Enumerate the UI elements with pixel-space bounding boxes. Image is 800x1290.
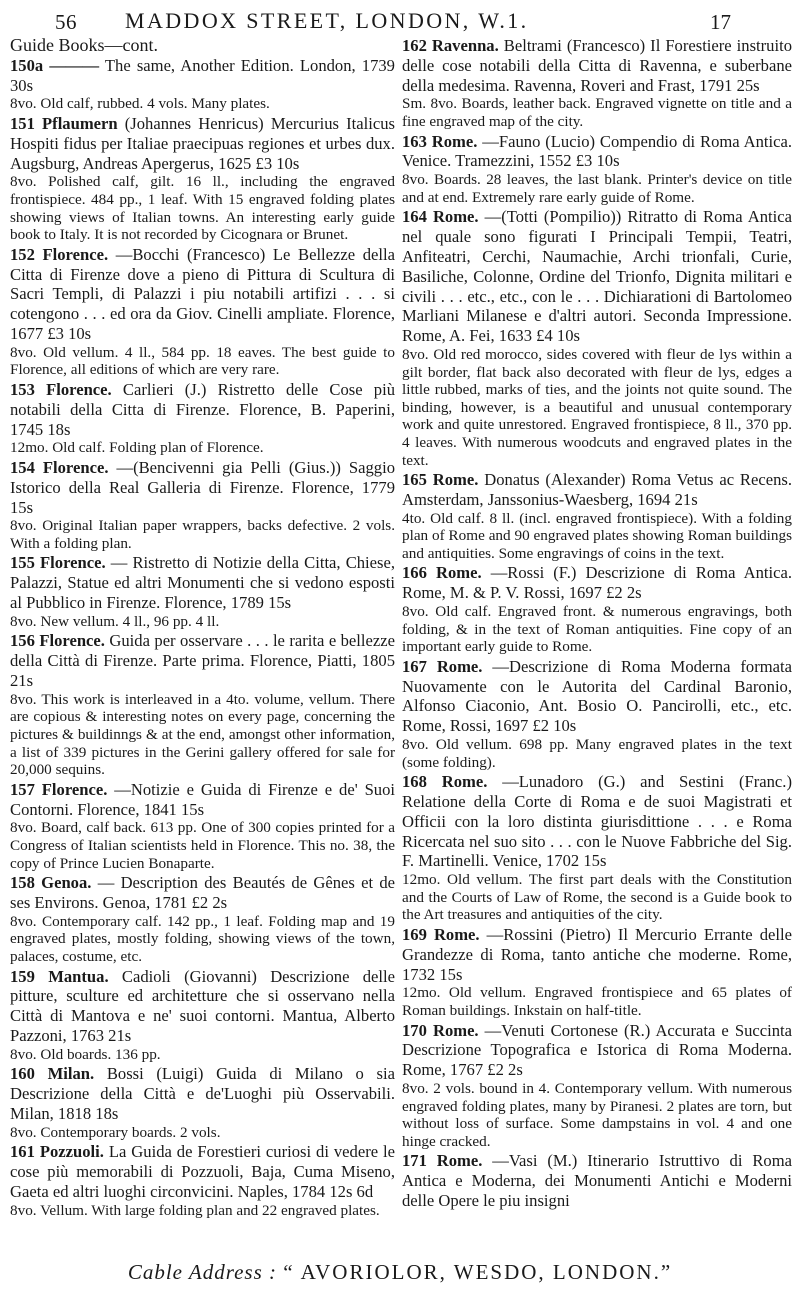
cable-address-label: Cable Address :	[127, 1260, 278, 1284]
entry-number: 158	[10, 873, 35, 893]
entry-description: 8vo. Old vellum. 698 pp. Many engraved plates in the text (some folding).	[402, 736, 792, 771]
entry-price: 18s	[95, 1103, 119, 1123]
entry-price: 15s	[10, 497, 34, 517]
entry-title: Beltrami (Francesco) Il Forestiere instruito delle cose notabili della Citta di Ravenna, e suberbane della medesima. Ravenna, Roveri and Frast, 1791	[402, 36, 792, 95]
entry-description: 12mo. Old vellum. The first part deals with the Constitution and the Courts of Law of Rome, the second is a Guide book to the Art treasures and antiquities of the city.	[402, 871, 792, 924]
entry-price: 21s	[674, 489, 698, 509]
entry-keyword: Rome.	[436, 1151, 483, 1171]
entry-description: 8vo. Boards. 28 leaves, the last blank. Printer's device on title and at end. Extremely rare early guide of Rome.	[402, 171, 792, 206]
catalogue-entry	[402, 207, 792, 469]
entry-title: —(Totti (Pompilio)) Ritratto di Roma Antica nel quale sono figurati I Principali Tempii, Teatri, Anfiteatri, Cerchi, Naumachie, Archi trionfali, Curie, Basiliche, Colonne, Ordine del Trionfo, Dignita militari e civili . . . etc., etc., con le . . . Dichiarationi di Bartolomeo Marliani Milanese e d'altri autori. Seconda Impressione. Rome, A. Fei, 1633	[402, 207, 792, 346]
catalogue-entry	[10, 873, 395, 965]
entry-description: 8vo. Contemporary calf. 142 pp., 1 leaf. Folding map and 19 engraved plates, mostly folding, showing views of the town, palaces, costume, etc.	[10, 912, 395, 965]
entry-title: —Venuti Cortonese (R.) Accurata e Succinta Descrizione Topografica e Istorica di Roma Moderna. Rome, 1767	[402, 1020, 792, 1080]
entry-description: 8vo. Polished calf, gilt. 16 ll., including the engraved frontispiece. 484 pp., 1 leaf. With 15 engraved folding plates showing views of Italian towns. An interesting early guide book to Italy. It is not recorded by Cicognara or Brunet.	[10, 173, 395, 244]
entry-number: 155	[10, 553, 35, 573]
entry-keyword: Ravenna.	[431, 36, 499, 55]
entry-number: 166	[402, 563, 427, 583]
entry-keyword: Florence.	[41, 779, 108, 799]
entry-price: 21s	[108, 1025, 132, 1045]
entry-price: 12s 6d	[329, 1181, 374, 1201]
entry-description: 8vo. Board, calf back. 613 pp. One of 300 copies printed for a Congress of Italian scientists held in Florence. This no. 38, the copy of Prince Lucien Bonaparte.	[10, 819, 395, 872]
entry-title: Carlieri (J.) Ristretto delle Cose più notabili della Citta di Firenze. Florence, B. Paperini, 1745	[10, 379, 395, 439]
entry-number: 157	[10, 779, 35, 799]
entry-price: 15s	[268, 593, 292, 613]
entry-keyword: Rome.	[436, 656, 483, 676]
entry-keyword: ———	[49, 55, 100, 75]
catalogue-entry	[10, 245, 395, 379]
entry-price: 18s	[47, 419, 71, 439]
entry-title: — Ristretto di Notizie della Citta, Chiese, Palazzi, Statue ed altri Monumenti che si vedono esposti al Pubblico in Firenze. Florence, 1789	[10, 553, 396, 613]
entry-keyword: Rome.	[441, 772, 488, 792]
entry-keyword: Rome.	[431, 131, 478, 151]
catalogue-entry	[10, 553, 395, 630]
entry-number: 167	[402, 656, 427, 676]
entry-description: 8vo. Old calf, rubbed. 4 vols. Many plates.	[10, 95, 270, 113]
entry-number: 153	[10, 379, 35, 399]
catalogue-entry	[402, 36, 792, 131]
entry-price: 25s	[736, 75, 760, 95]
entry-number: 159	[10, 966, 35, 986]
entry-description: 8vo. Old red morocco, sides covered with fleur de lys within a gilt border, flat back also decorated with fleur de lys, edges a little rubbed, marks of ties, and the joints not quite sound. The binding, however, is a beautiful and unusual contemporary work and quite unrestored. Engraved frontispiece, 8 ll., 370 pp. 4 leaves. With numerous woodcuts and engraved plates in the text.	[402, 345, 792, 469]
catalogue-entry	[10, 458, 395, 553]
entry-description: 8vo. Contemporary boards. 2 vols.	[10, 1123, 221, 1141]
entry-title: Cadioli (Giovanni) Descrizione delle pitture, sculture ed architetture che si osservano nella Città di Mantova e ne' suoi contorni. Mantua, Alberto Pazzoni, 1763	[10, 966, 395, 1045]
entry-keyword: Florence.	[46, 379, 112, 399]
catalogue-entry	[10, 967, 395, 1064]
entry-price: 21s	[10, 671, 34, 691]
catalogue-entry	[402, 1151, 792, 1210]
entry-description: 8vo. Vellum. With large folding plan and 22 engraved plates.	[10, 1201, 380, 1219]
entry-keyword: Pflaumern	[42, 113, 118, 133]
section-heading: Guide Books—cont.	[10, 35, 158, 55]
catalogue-entry	[402, 925, 792, 1020]
entry-number: 163	[402, 131, 427, 151]
entry-number: 156	[10, 631, 35, 651]
entry-number: 151	[10, 113, 35, 133]
entry-price: 15s	[583, 851, 607, 871]
left-column	[10, 36, 395, 1220]
catalogue-entry	[10, 1142, 395, 1219]
entry-keyword: Milan.	[47, 1064, 95, 1084]
catalogue-entry	[10, 631, 395, 778]
cable-address: “ AVORIOLOR, WESDO, LONDON.”	[283, 1260, 673, 1284]
catalogue-entry	[10, 1064, 395, 1141]
footer	[0, 1260, 800, 1285]
entry-number: 154	[10, 457, 35, 477]
right-column	[402, 36, 792, 1212]
entry-title: —Notizie e Guida di Firenze e de' Suoi Contorni. Florence, 1841	[10, 779, 396, 819]
entry-number: 160	[10, 1064, 35, 1084]
entry-keyword: Florence.	[42, 457, 109, 477]
entry-keyword: Mantua.	[48, 966, 109, 986]
entry-title: —Bocchi (Francesco) Le Bellezze della Citta di Firenze dove a pieno di Pittura di Scultura di Sacri Templi, di Palazzi i piu notabili artifizi . . . si cotengono . . . ed ora da Giov. Cinelli ampliate. Florence, 1677	[10, 244, 395, 343]
entry-title: Donatus (Alexander) Roma Vetus ac Recens. Amsterdam, Janssonius-Waesberg, 1694	[402, 470, 792, 509]
entry-title: —Fauno (Lucio) Compendio di Roma Antica. Venice. Tramezzini, 1552	[402, 131, 792, 171]
entry-title: La Guida de Forestieri curiosi di vedere le cose più memorabili di Pozzuoli, Baja, Cuma Miseno, Gaeta ed altri luoghi circonvicini. Naples, 1784	[10, 1142, 395, 1201]
entry-price: £2 2s	[487, 1060, 523, 1080]
entry-description: 12mo. Old vellum. Engraved frontispiece and 65 plates of Roman buildings. Inkstain on half-title.	[402, 984, 792, 1019]
catalogue-entry	[402, 563, 792, 655]
entry-title: —Descrizione di Roma Moderna formata Nuovamente con le Autorita del Cardinal Baronio, Alfonso Ciaconio, Ant. Bosio O. Pancirolli, etc., etc. Rome, Rossi, 1697	[402, 656, 792, 736]
catalogue-entry	[402, 772, 792, 924]
entry-number: 170	[402, 1020, 427, 1040]
entry-title: —Lunadoro (G.) and Sestini (Franc.) Relatione della Corte di Roma e de suoi Magistrati et Officii con la loro distinta giurisdittione . . . e Roma Ricercata nel suo sito . . . con le Nuove Fabbriche del Sig. F. Martinelli. Venice, 1702	[402, 772, 792, 871]
entry-title: —Rossini (Pietro) Il Mercurio Errante delle Grandezze di Roma, tanto antiche che moderne. Rome, 1732	[402, 924, 792, 984]
entry-description: 4to. Old calf. 8 ll. (incl. engraved frontispiece). With a folding plan of Rome and 90 engraved plates showing Roman buildings and antiquities. Some engravings of coins in the text.	[402, 509, 792, 562]
entry-keyword: Rome.	[433, 924, 480, 944]
page-header	[0, 8, 800, 34]
entry-price: £2 2s	[191, 893, 228, 912]
page-number-left: 56	[55, 10, 77, 34]
entry-number: 162	[402, 36, 427, 55]
entry-title: —(Bencivenni gia Pelli (Gius.)) Saggio Istorico della Real Galleria di Firenze. Florence, 1779	[10, 457, 395, 497]
catalogue-entry	[402, 132, 792, 207]
entry-keyword: Rome.	[432, 470, 479, 490]
entry-price: 15s	[181, 799, 205, 819]
entry-title: —Rossi (F.) Descrizione di Roma Antica. Rome, M. & P. V. Rossi, 1697	[402, 563, 792, 603]
entry-number: 161	[10, 1142, 35, 1162]
entry-title: Bossi (Luigi) Guida di Milano o sia Descrizione della Città e de'Luoghi più Osservabili. Milan, 1818	[10, 1064, 395, 1123]
entry-number: 165	[402, 470, 427, 490]
catalogue-entry	[10, 380, 395, 457]
entry-keyword: Genoa.	[41, 873, 92, 893]
catalogue-entry	[10, 780, 395, 872]
entry-title: Guida per osservare . . . le rarita e bellezze della Città di Firenze. Parte prima. Florence, Piatti, 1805	[10, 631, 395, 671]
entry-price: 30s	[10, 75, 34, 95]
catalogue-entry	[10, 56, 395, 113]
entry-number: 152	[10, 244, 35, 264]
entry-title: (Johannes Henricus) Mercurius Italicus Hospiti fidus per Italiae praecipuas regiones et urbes dux. Augsburg, Andreas Apergerus, 1625	[10, 113, 395, 173]
entry-number: 150a	[10, 55, 44, 75]
entry-description: 8vo. Old vellum. 4 ll., 584 pp. 18 eaves. The best guide to Florence, all editions of which are very rare.	[10, 343, 395, 379]
entry-number: 168	[402, 772, 427, 792]
entry-price: £2 10s	[532, 716, 577, 736]
entry-description: 8vo. 2 vols. bound in 4. Contemporary vellum. With numerous engraved folding plates, many by Piranesi. 2 plates are torn, but without loss of surface. Some dampstains in vol. 4 and one hinge cracked.	[402, 1079, 792, 1150]
entry-price: £2 2s	[606, 583, 642, 603]
entry-keyword: Rome.	[432, 207, 479, 227]
entry-keyword: Pozzuoli.	[39, 1142, 104, 1162]
entry-description: 8vo. This work is interleaved in a 4to. volume, vellum. There are copious & interesting notes on every page, concerning the pictures & buildinngs & at the end, amongst other information, a list of 339 pictures in the Gerini gallery offered for sale for 20,000 sequins.	[10, 690, 395, 779]
entry-description: 8vo. Old calf. Engraved front. & numerous engravings, both folding, & in the text of Roman antiquities. Fine copy of an important early guide to Rome.	[402, 603, 792, 656]
catalogue-entry	[10, 114, 395, 244]
entry-description: 8vo. Original Italian paper wrappers, backs defective. 2 vols. With a folding plan.	[10, 517, 395, 552]
entry-price: £3 10s	[47, 323, 92, 343]
entry-description: Sm. 8vo. Boards, leather back. Engraved vignette on title and a fine engraved map of the city.	[402, 95, 792, 130]
entry-title: The same, Another Edition. London, 1739	[104, 55, 395, 75]
entry-number: 169	[402, 924, 427, 944]
entry-keyword: Florence.	[42, 244, 109, 264]
entry-description: 8vo. New vellum. 4 ll., 96 pp. 4 ll.	[10, 612, 220, 630]
entry-number: 171	[402, 1151, 427, 1171]
running-title: MADDOX STREET, LONDON, W.1.	[125, 8, 529, 33]
catalogue-entry	[402, 470, 792, 562]
catalogue-entry	[402, 1021, 792, 1151]
entry-title: — Description des Beautés de Gênes et de ses Environs. Genoa, 1781	[10, 873, 396, 912]
entry-description: 8vo. Old boards. 136 pp.	[10, 1045, 161, 1063]
entry-keyword: Rome.	[432, 1020, 479, 1040]
entry-price: 15s	[439, 964, 463, 984]
entry-price: £3 10s	[255, 153, 300, 173]
page-number-right: 17	[710, 10, 731, 34]
catalogue-entry	[402, 657, 792, 771]
entry-price: £3 10s	[575, 151, 620, 171]
entry-number: 164	[402, 207, 427, 227]
entry-keyword: Florence.	[39, 631, 105, 651]
entry-price: £4 10s	[536, 326, 580, 346]
entry-description: 12mo. Old calf. Folding plan of Florence.	[10, 439, 264, 457]
entry-title: —Vasi (M.) Itinerario Istruttivo di Roma Antica e Moderna, dei Monumenti Antichi e Moderni delle Opere le piu insigni	[402, 1151, 792, 1210]
entry-keyword: Rome.	[435, 563, 482, 583]
entry-keyword: Florence.	[40, 553, 106, 573]
